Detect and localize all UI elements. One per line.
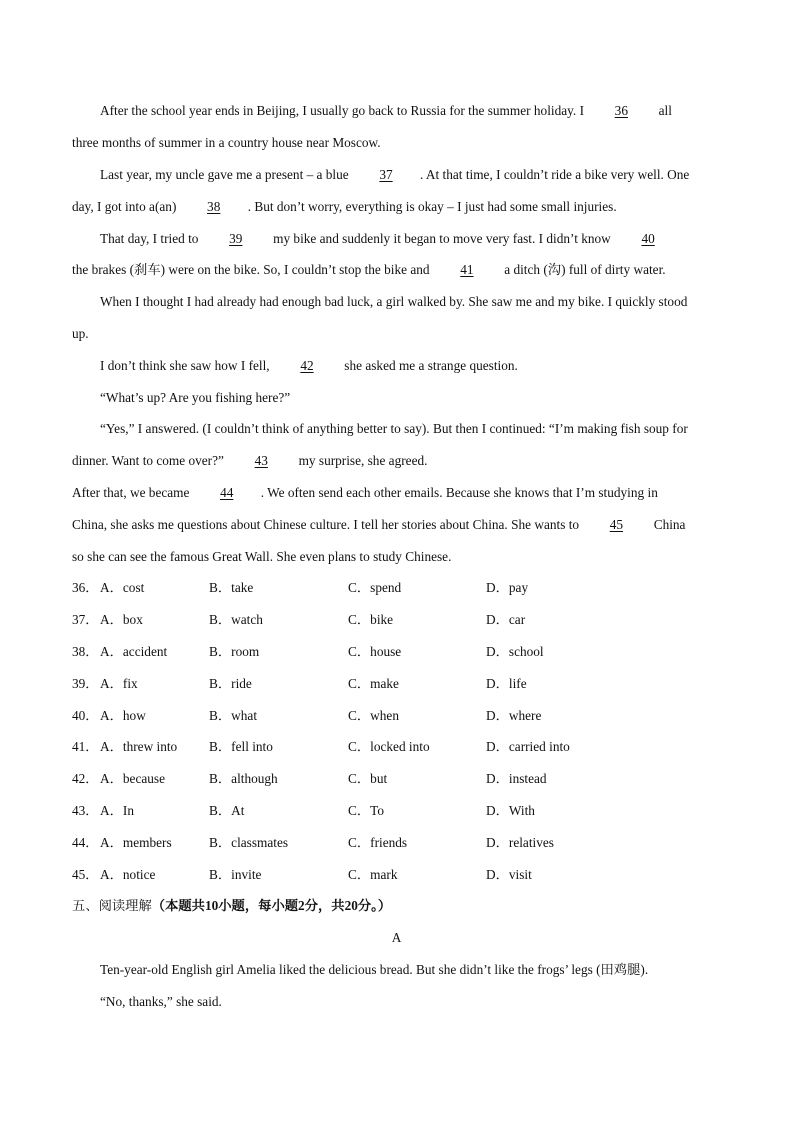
option-b: B．what [209, 708, 258, 723]
option-a: A．how [100, 708, 146, 723]
passage-line-4 [72, 198, 722, 216]
blank-43: 43 [254, 453, 268, 468]
passage-line-5 [100, 230, 750, 248]
option-d: D．relatives [486, 835, 554, 850]
blank-44: 44 [220, 485, 234, 500]
question-number: 36． [72, 580, 99, 595]
option-b: B．At [209, 803, 245, 818]
question-38 [72, 643, 722, 661]
option-a: A．because [100, 771, 165, 786]
option-b: B．invite [209, 867, 262, 882]
blank-45: 45 [609, 517, 624, 532]
passage-line-6 [72, 261, 722, 279]
option-a: A．members [100, 835, 172, 850]
option-c: C．mark [348, 867, 398, 882]
text: . We often send each other emails. Because she knows that I’m studying in [260, 485, 658, 500]
question-number: 39． [72, 676, 99, 691]
option-c: C．bike [348, 612, 394, 627]
blank-40: 40 [641, 231, 655, 246]
text: the brakes (刹车) were on the bike. So, I couldn’t stop the bike and [72, 262, 433, 277]
question-37 [72, 611, 722, 629]
text: I don’t think she saw how I fell, [100, 358, 273, 373]
text: . At that time, I couldn’t ride a bike very well. One [420, 167, 690, 182]
question-number: 44． [72, 835, 99, 850]
text: . But don’t worry, everything is okay – I just had some small injuries. [247, 199, 617, 214]
text: That day, I tried to [100, 231, 202, 246]
option-d: D．car [486, 612, 526, 627]
passage-line-9 [100, 357, 750, 375]
section-heading [72, 897, 391, 915]
question-number: 43． [72, 803, 99, 818]
option-a: A．box [100, 612, 143, 627]
option-a: A．notice [100, 867, 156, 882]
question-number: 37． [72, 612, 99, 627]
passage-line-2: three months of summer in a country house near Moscow. [72, 135, 381, 150]
option-b: B．fell into [209, 739, 273, 754]
option-a: A．accident [100, 644, 168, 659]
passage-line-7: When I thought I had already had enough bad luck, a girl walked by. She saw me and my bike. I quickly stood [100, 294, 688, 309]
option-a: A．fix [100, 676, 138, 691]
text: China, she asks me questions about Chinese culture. I tell her stories about China. She wants to [72, 517, 583, 532]
option-b: B．watch [209, 612, 263, 627]
text: dinner. Want to come over?” [72, 453, 228, 468]
option-d: D．instead [486, 771, 547, 786]
option-a: A．cost [100, 580, 145, 595]
passage-line-10: “What’s up? Are you fishing here?” [100, 390, 291, 405]
passage-line-12 [72, 452, 722, 470]
option-b: B．take [209, 580, 254, 595]
text: Last year, my uncle gave me a present – a blue [100, 167, 353, 182]
section-note: （本题共10小题，每小题2分，共20分。） [151, 898, 392, 913]
option-d: D．carried into [486, 739, 570, 754]
question-number: 42． [72, 771, 99, 786]
option-c: C．but [348, 771, 388, 786]
passage-line-15: so she can see the famous Great Wall. She even plans to study Chinese. [72, 549, 452, 564]
option-c: C．house [348, 644, 402, 659]
passage-line-8: up. [72, 326, 89, 341]
question-number: 38． [72, 644, 99, 659]
section-title: 五、阅读理解 [72, 898, 152, 913]
passage-line-14 [72, 516, 722, 534]
blank-37: 37 [379, 167, 393, 182]
option-a: A．In [100, 803, 134, 818]
option-d: D．With [486, 803, 535, 818]
question-number: 45． [72, 867, 99, 882]
text: all [655, 103, 672, 118]
question-36 [72, 579, 722, 597]
text: China [650, 517, 686, 532]
question-number: 41． [72, 739, 99, 754]
question-45 [72, 866, 722, 884]
option-d: D．pay [486, 580, 529, 595]
passage-line-3 [100, 166, 750, 184]
passage-label: A [391, 930, 402, 945]
passage-line-1 [100, 102, 750, 120]
option-d: D．visit [486, 867, 532, 882]
option-c: C．locked into [348, 739, 430, 754]
option-d: D．school [486, 644, 544, 659]
text: my bike and suddenly it began to move very fast. I didn’t know [269, 231, 615, 246]
question-number: 40． [72, 708, 99, 723]
passage-line-11: “Yes,” I answered. (I couldn’t think of anything better to say). But then I continued: “I’m making fish soup for [100, 421, 688, 436]
option-b: B．room [209, 644, 260, 659]
reading-line-2: “No, thanks,” she said. [100, 994, 222, 1009]
question-43 [72, 802, 722, 820]
question-41 [72, 738, 722, 756]
blank-39: 39 [229, 231, 243, 246]
blank-36: 36 [614, 103, 628, 118]
text: After the school year ends in Beijing, I usually go back to Russia for the summer holiday. I [100, 103, 588, 118]
question-44 [72, 834, 722, 852]
reading-line-1: Ten-year-old English girl Amelia liked the delicious bread. But she didn’t like the frogs’ legs (田鸡腿). [100, 962, 649, 977]
text: my surprise, she agreed. [295, 453, 428, 468]
option-a: A．threw into [100, 739, 178, 754]
option-b: B．ride [209, 676, 252, 691]
text: After that, we became [72, 485, 193, 500]
option-d: D．life [486, 676, 527, 691]
blank-42: 42 [300, 358, 314, 373]
option-c: C．To [348, 803, 385, 818]
option-b: B．although [209, 771, 278, 786]
option-c: C．spend [348, 580, 402, 595]
blank-38: 38 [207, 199, 221, 214]
passage-line-13 [72, 484, 722, 502]
option-b: B．classmates [209, 835, 289, 850]
option-c: C．when [348, 708, 399, 723]
option-c: C．make [348, 676, 399, 691]
question-39 [72, 675, 722, 693]
blank-41: 41 [460, 262, 474, 277]
text: she asked me a strange question. [340, 358, 518, 373]
question-40 [72, 707, 722, 725]
option-c: C．friends [348, 835, 408, 850]
text: day, I got into a(an) [72, 199, 180, 214]
option-d: D．where [486, 708, 542, 723]
text: a ditch (沟) full of dirty water. [500, 262, 666, 277]
question-42 [72, 770, 722, 788]
